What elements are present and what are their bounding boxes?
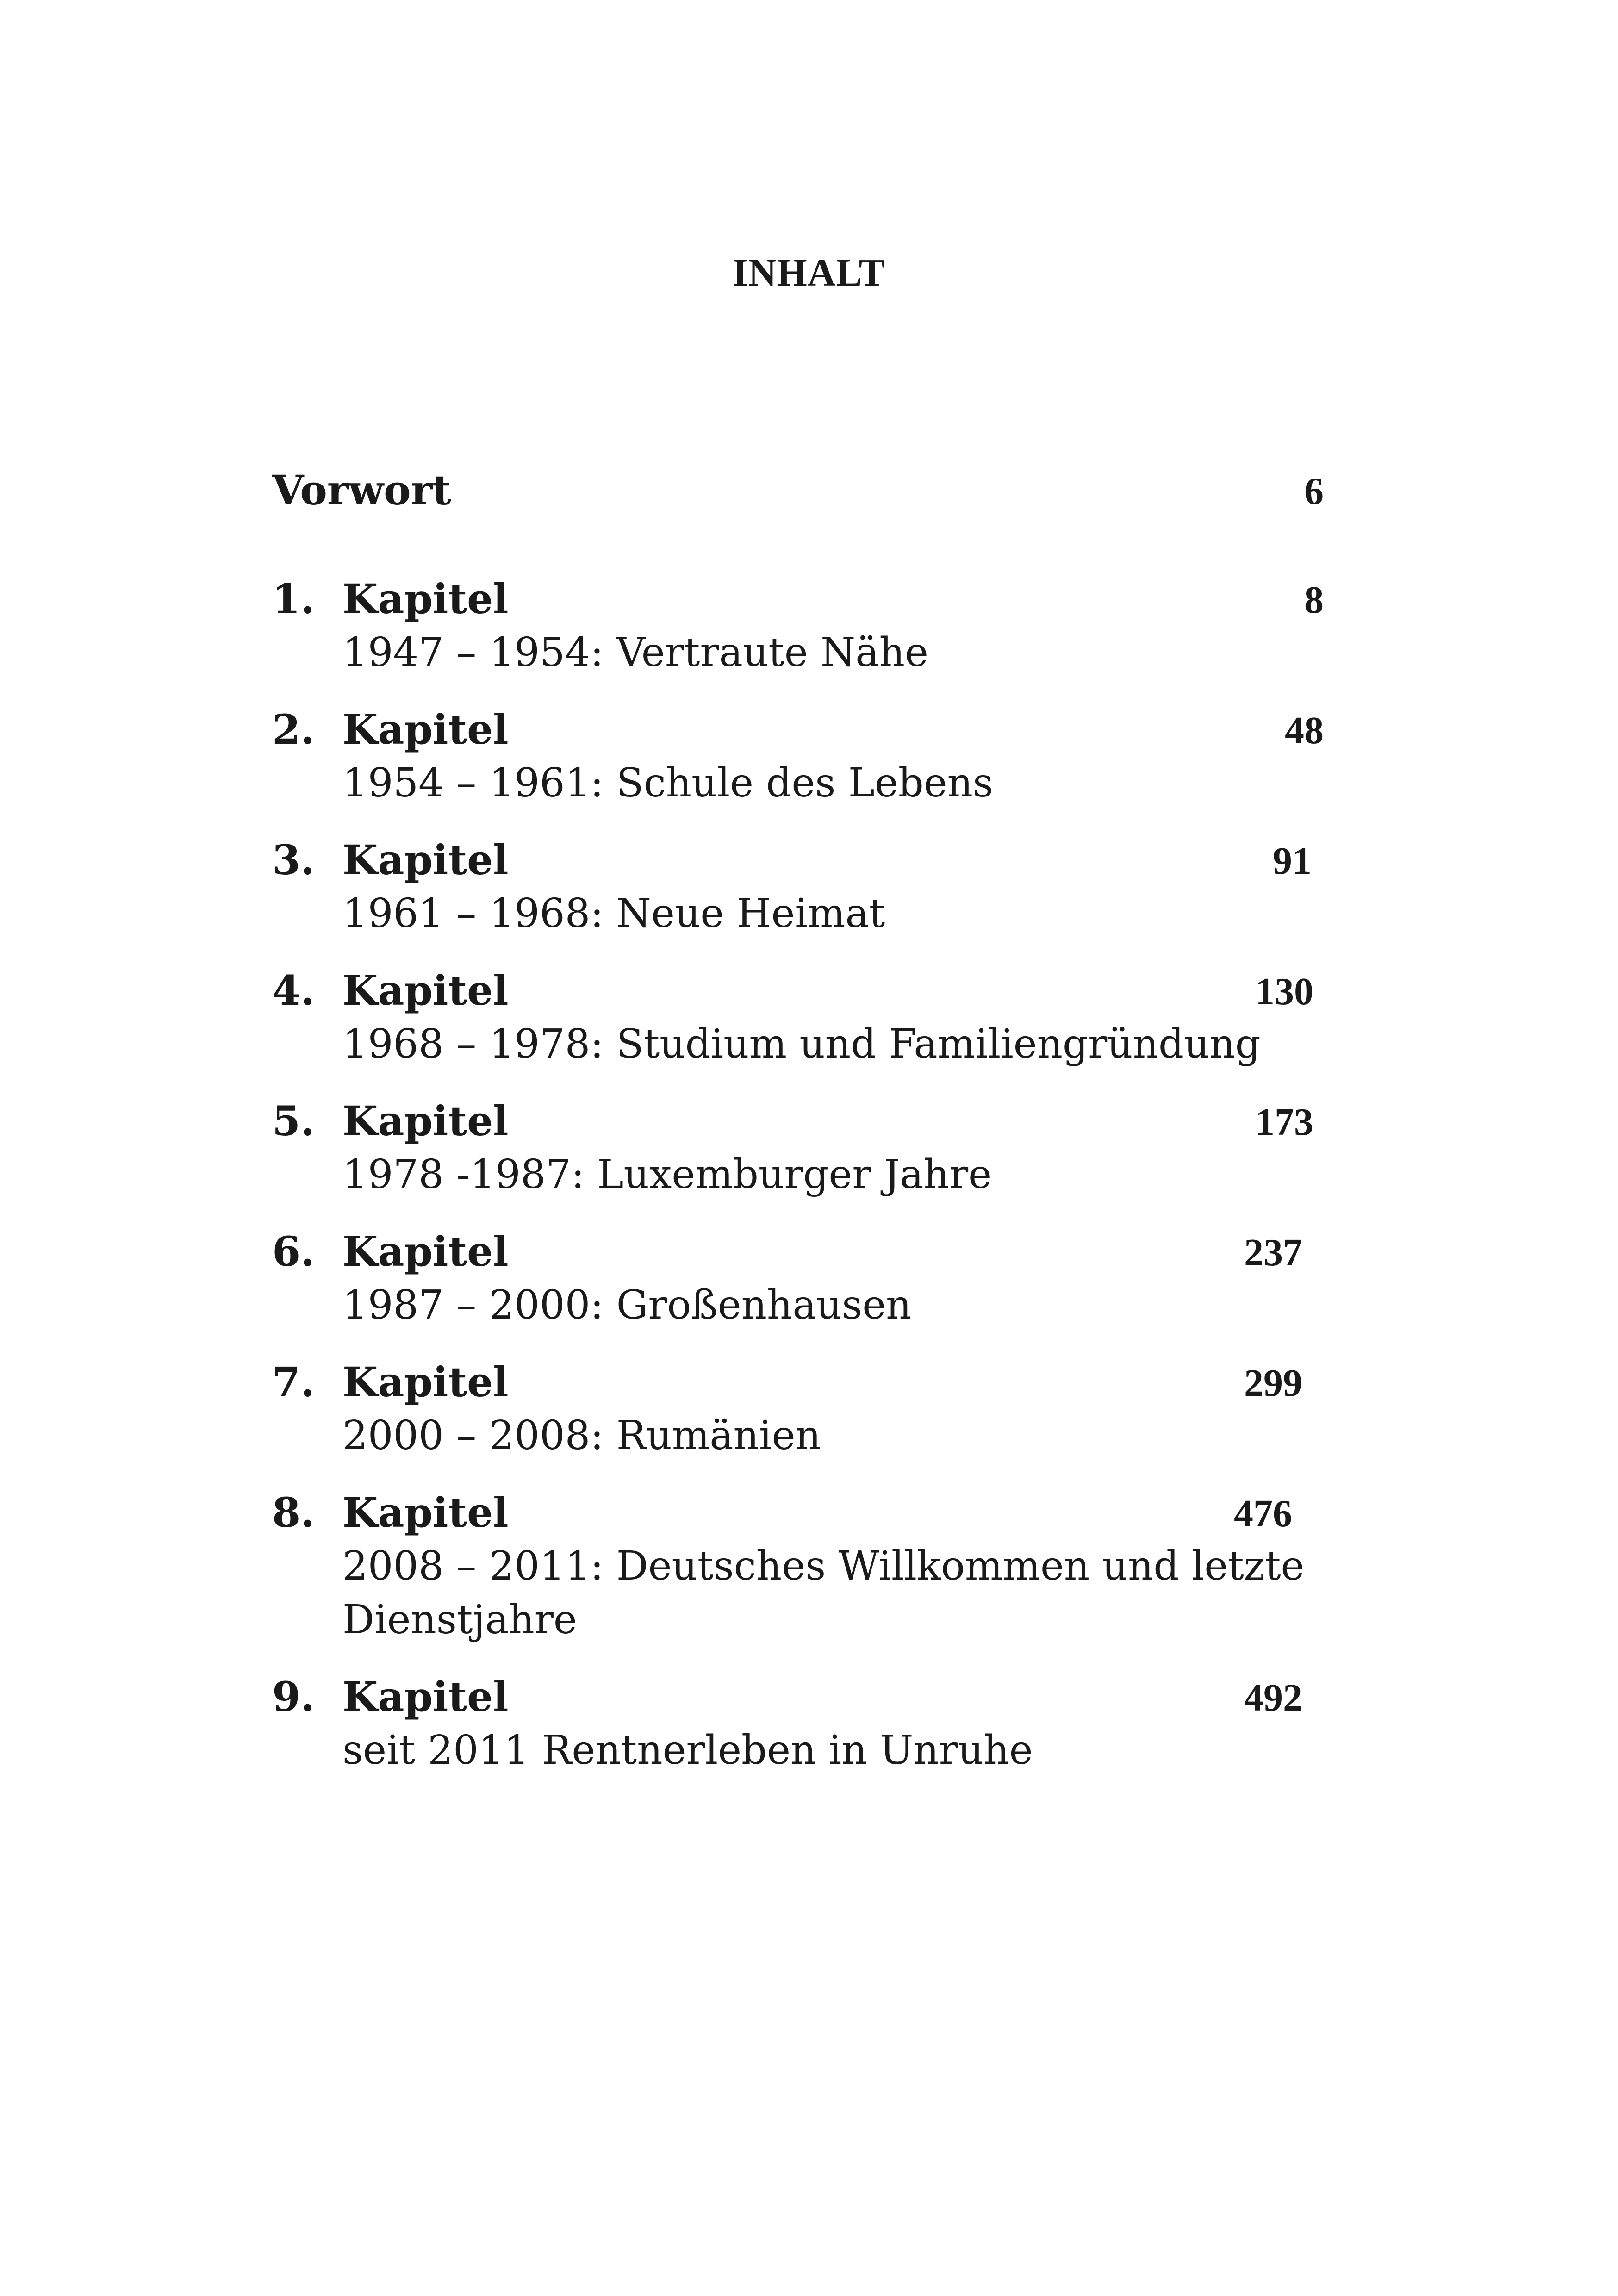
chapter-number: 3. — [272, 836, 315, 884]
chapter-label: Kapitel — [342, 1488, 509, 1537]
chapter-number: 8. — [272, 1488, 315, 1537]
chapter-page: 173 — [1255, 1101, 1313, 1144]
chapter-page: 48 — [1285, 709, 1324, 752]
chapter-subtitle: 1968 – 1978: Studium und Familiengründung — [342, 1021, 1261, 1067]
chapter-label: Kapitel — [342, 575, 509, 623]
chapter-subtitle: 1947 – 1954: Vertraute Nähe — [342, 629, 928, 676]
chapter-subtitle: 1954 – 1961: Schule des Lebens — [342, 760, 994, 806]
chapter-label: Kapitel — [342, 966, 509, 1014]
chapter-number: 7. — [272, 1358, 315, 1406]
chapter-subtitle: 2000 – 2008: Rumänien — [342, 1412, 821, 1459]
chapter-subtitle: 1961 – 1968: Neue Heimat — [342, 890, 885, 937]
chapter-number: 2. — [272, 705, 315, 753]
chapter-page: 237 — [1244, 1231, 1302, 1274]
chapter-page: 91 — [1273, 840, 1312, 883]
chapter-subtitle: seit 2011 Rentnerleben in Unruhe — [342, 1727, 1033, 1773]
page-title: INHALT — [733, 251, 885, 294]
chapter-label: Kapitel — [342, 836, 509, 884]
vorwort-label: Vorwort — [272, 466, 451, 514]
chapter-page: 130 — [1255, 970, 1313, 1013]
chapter-number: 9. — [272, 1673, 315, 1721]
chapter-label: Kapitel — [342, 1227, 509, 1276]
chapter-page: 476 — [1234, 1492, 1292, 1535]
chapter-subtitle-line-1: 2008 – 2011: Deutsches Willkommen und letzte — [342, 1543, 1305, 1589]
vorwort-page: 6 — [1304, 470, 1324, 513]
chapter-number: 6. — [272, 1227, 315, 1276]
chapter-page: 8 — [1304, 579, 1324, 622]
chapter-label: Kapitel — [342, 1097, 509, 1145]
chapter-number: 1. — [272, 575, 315, 623]
chapter-subtitle: 1978 -1987: Luxemburger Jahre — [342, 1151, 992, 1198]
chapter-label: Kapitel — [342, 705, 509, 753]
chapter-subtitle-line-2: Dienstjahre — [342, 1597, 577, 1643]
chapter-page: 492 — [1244, 1676, 1302, 1719]
chapter-number: 4. — [272, 966, 315, 1014]
chapter-number: 5. — [272, 1097, 315, 1145]
chapter-page: 299 — [1244, 1362, 1302, 1405]
chapter-subtitle: 1987 – 2000: Großenhausen — [342, 1282, 912, 1328]
chapter-label: Kapitel — [342, 1673, 509, 1721]
chapter-label: Kapitel — [342, 1358, 509, 1406]
